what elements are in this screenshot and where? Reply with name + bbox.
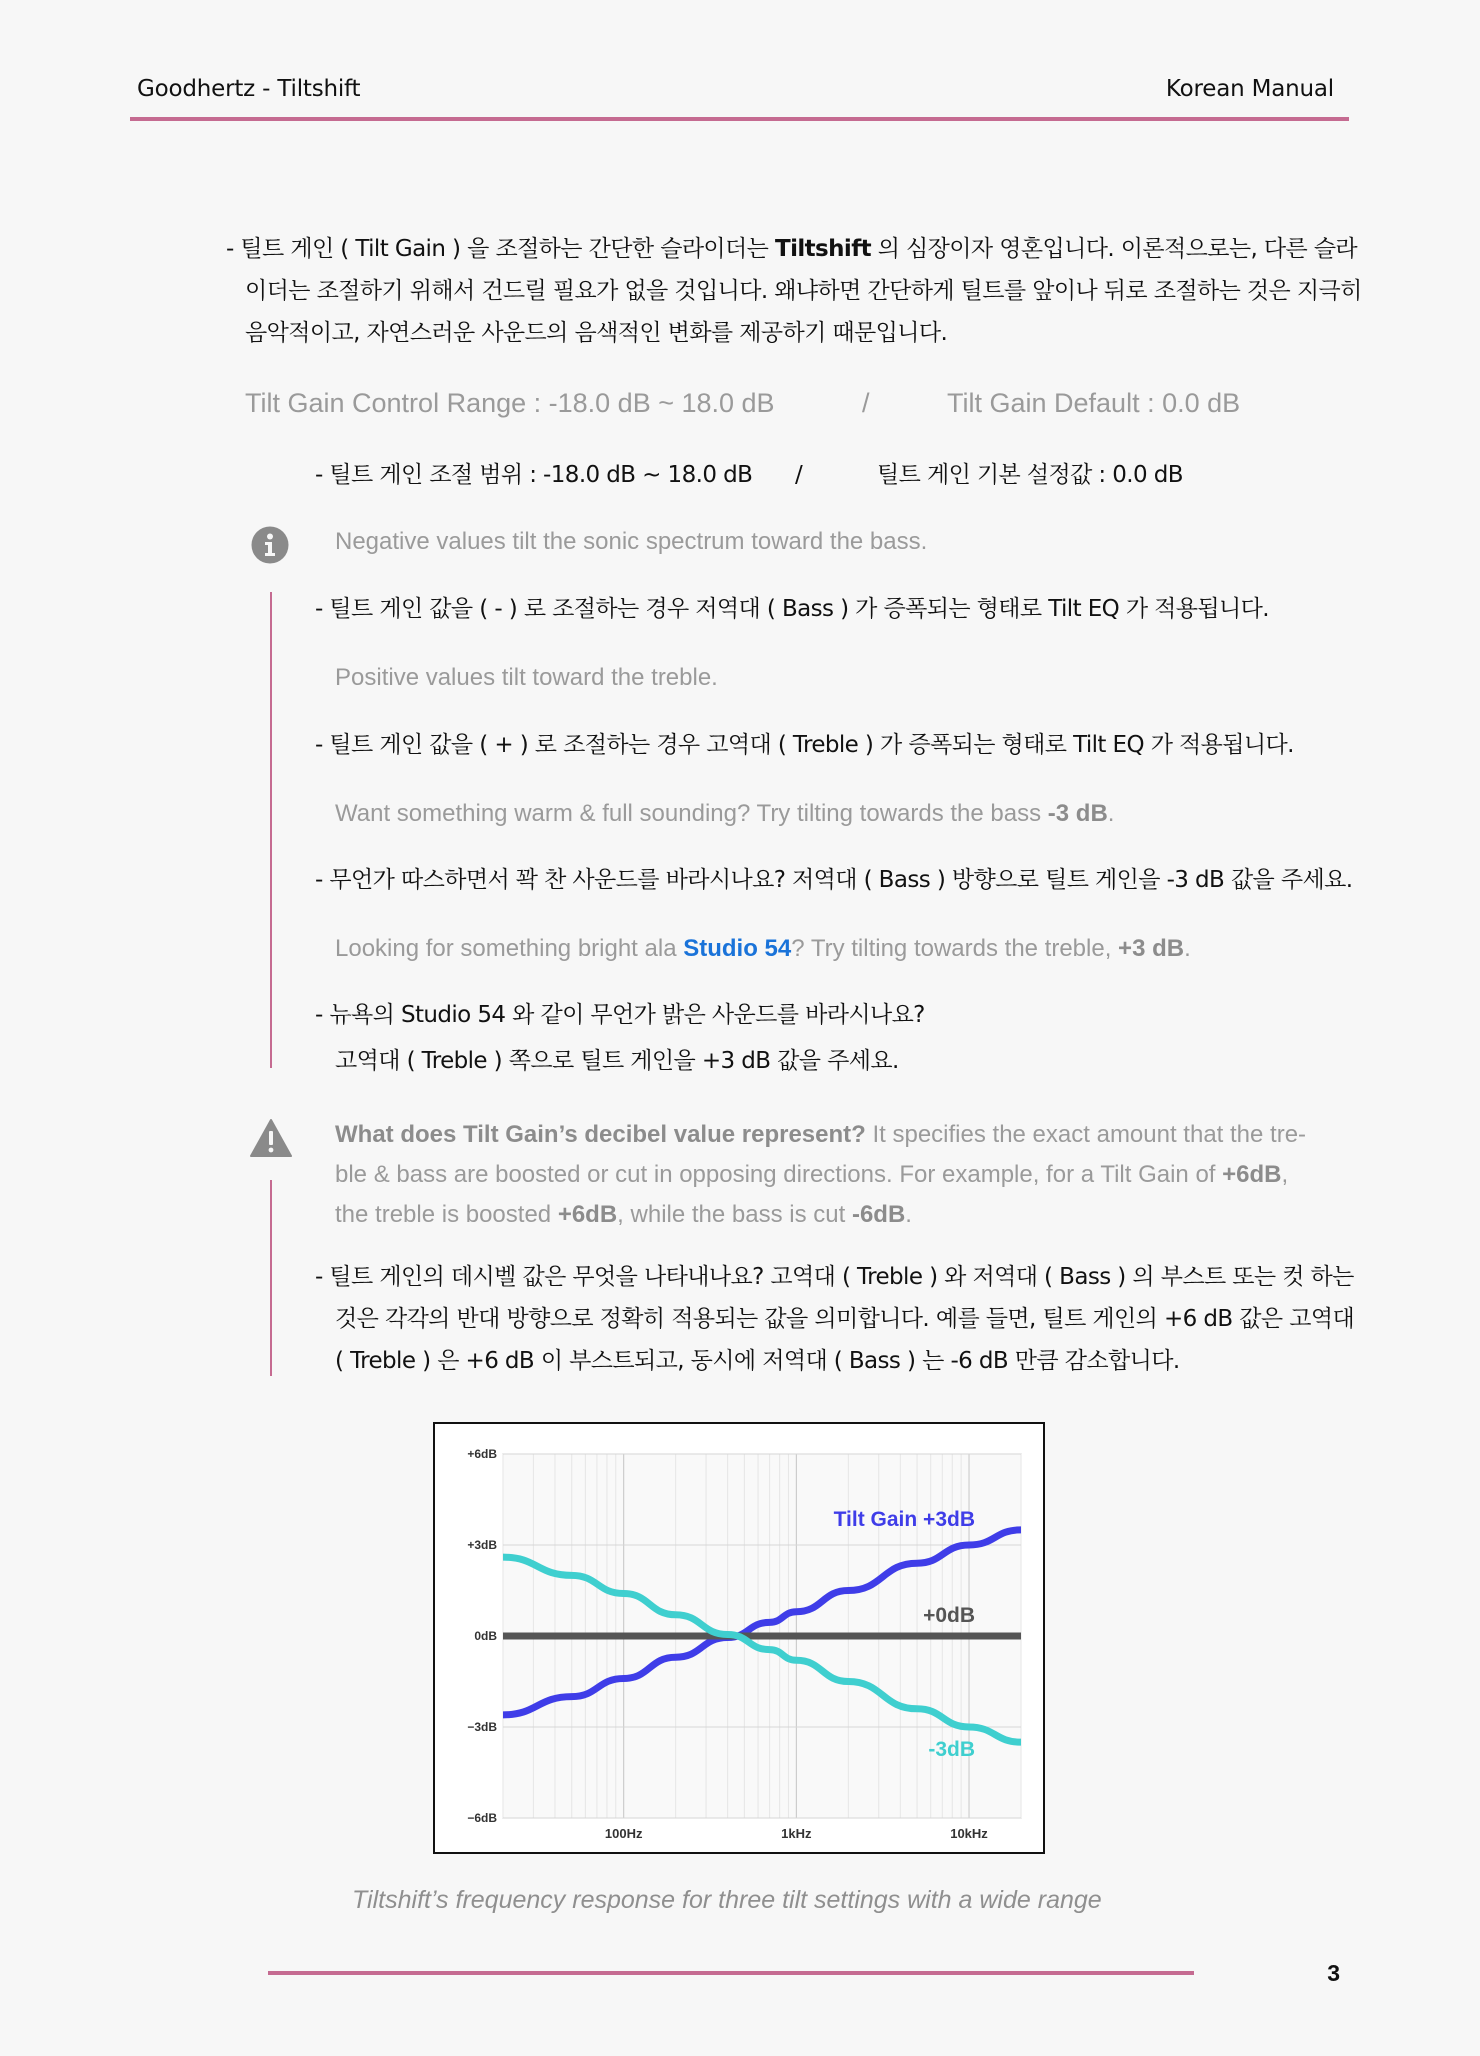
y-tick-label: +6dB [467, 1447, 497, 1461]
warning-ko-line-2: 것은 각각의 반대 방향으로 정확히 적용되는 값을 의미합니다. 예를 들면, 틸트 게인의 +6 dB 값은 고역대 [335, 1306, 1355, 1332]
warning-en-line-3-pre: the treble is boosted [335, 1201, 558, 1228]
bright-en-mid: ? Try tilting towards the treble, [791, 935, 1119, 962]
studio-54-link[interactable]: Studio 54 [683, 935, 792, 962]
warning-en-value-2: +6dB [557, 1201, 618, 1228]
x-tick-label: 1kHz [781, 1826, 812, 1841]
info-icon [251, 526, 289, 564]
frequency-response-chart [433, 1422, 1045, 1854]
warning-en-line-3-mid: , while the bass is cut [617, 1201, 852, 1228]
warm-ko: - 무언가 따스하면서 꽉 찬 사운드를 바라시나요? 저역대 ( Bass ) 방향으로 틸트 게인을 -3 dB 값을 주세요. [315, 867, 1353, 893]
warning-en-line-2 [335, 1161, 1288, 1189]
positive-en: Positive values tilt toward the treble. [335, 664, 718, 691]
chart-caption: Tiltshift’s frequency response for three tilt settings with a wide range [352, 1886, 1102, 1914]
series-label: -3dB [928, 1738, 975, 1761]
range-en: Tilt Gain Control Range : -18.0 dB ~ 18.0 dB [245, 388, 775, 418]
document-title: Goodhertz - Tiltshift [137, 76, 361, 102]
warning-ko-line-3: ( Treble ) 은 +6 dB 이 부스트되고, 동시에 저역대 ( Bass ) 는 -6 dB 만큼 감소합니다. [335, 1348, 1180, 1374]
range-ko-separator: / [795, 462, 803, 488]
manual-language: Korean Manual [1165, 76, 1334, 102]
warm-en [335, 800, 1114, 828]
intro-line-3: 음악적이고, 자연스러운 사운드의 음색적인 변화를 제공하기 때문입니다. [245, 320, 948, 346]
bright-ko-2: 고역대 ( Treble ) 쪽으로 틸트 게인을 +3 dB 값을 주세요. [335, 1048, 899, 1074]
warning-en-line-2-pre: ble & bass are boosted or cut in opposing directions. For example, for a Tilt Gain of [335, 1161, 1223, 1188]
warm-en-value: -3 dB [1047, 800, 1108, 827]
warning-ko-line-1: - 틸트 게인의 데시벨 값은 무엇을 나타내나요? 고역대 ( Treble ) 와 저역대 ( Bass ) 의 부스트 또는 컷 하는 [315, 1264, 1354, 1290]
bright-en [335, 935, 1191, 963]
warning-en-line-1 [335, 1121, 1306, 1149]
bright-ko-1: - 뉴욕의 Studio 54 와 같이 무언가 밝은 사운드를 바라시나요? [315, 1002, 925, 1028]
range-en-separator: / [862, 388, 870, 418]
warning-en-line-3-post: . [905, 1201, 912, 1228]
page-number: 3 [1327, 1960, 1340, 1986]
warning-accent-bar [270, 1180, 272, 1376]
footer-rule [268, 1971, 1194, 1975]
y-tick-label: −6dB [467, 1811, 497, 1825]
info-accent-bar [270, 592, 272, 1068]
intro-line-1-post: 의 심장이자 영혼입니다. 이론적으로는, 다른 슬라 [871, 236, 1358, 262]
warning-en-value-1: +6dB [1222, 1161, 1282, 1188]
intro-line-1 [226, 228, 1357, 270]
negative-ko: - 틸트 게인 값을 ( - ) 로 조절하는 경우 저역대 ( Bass ) 가 증폭되는 형태로 Tilt EQ 가 적용됩니다. [315, 596, 1269, 622]
warning-en-line-3 [335, 1201, 912, 1229]
bright-en-pre: Looking for something bright ala [335, 935, 684, 962]
y-tick-label: +3dB [467, 1538, 497, 1552]
warm-en-post: . [1107, 800, 1115, 827]
warning-en-value-3: -6dB [851, 1201, 906, 1228]
intro-line-1-pre: - 틸트 게인 ( Tilt Gain ) 을 조절하는 간단한 슬라이더는 [226, 236, 775, 262]
negative-en: Negative values tilt the sonic spectrum toward the bass. [335, 528, 928, 555]
bright-en-post: . [1184, 935, 1191, 962]
intro-line-2: 이더는 조절하기 위해서 건드릴 필요가 없을 것입니다. 왜냐하면 간단하게 틸트를 앞이나 뒤로 조절하는 것은 지극히 [245, 278, 1362, 304]
default-en: Tilt Gain Default : 0.0 dB [947, 388, 1241, 418]
series-label: Tilt Gain +3dB [833, 1508, 975, 1531]
series-label: +0dB [923, 1604, 975, 1627]
warm-en-pre: Want something warm & full sounding? Try tilting towards the bass [335, 800, 1048, 827]
warning-en-line-2-post: , [1281, 1161, 1289, 1188]
y-tick-label: −3dB [467, 1720, 497, 1734]
range-ko: - 틸트 게인 조절 범위 : -18.0 dB ~ 18.0 dB [315, 462, 753, 488]
warning-en-line-1-rest: It specifies the exact amount that the tre- [865, 1121, 1307, 1148]
header-rule [130, 117, 1349, 121]
bright-en-value: +3 dB [1118, 935, 1185, 962]
default-ko: 틸트 게인 기본 설정값 : 0.0 dB [877, 462, 1183, 488]
chart-svg [435, 1424, 1043, 1852]
warning-icon [250, 1118, 292, 1158]
intro-product-name: Tiltshift [775, 236, 871, 262]
x-tick-label: 100Hz [604, 1826, 643, 1841]
warning-question: What does Tilt Gain’s decibel value represent? [335, 1121, 866, 1148]
x-tick-label: 10kHz [950, 1826, 988, 1841]
y-tick-label: 0dB [474, 1629, 497, 1643]
positive-ko: - 틸트 게인 값을 ( + ) 로 조절하는 경우 고역대 ( Treble ) 가 증폭되는 형태로 Tilt EQ 가 적용됩니다. [315, 732, 1294, 758]
